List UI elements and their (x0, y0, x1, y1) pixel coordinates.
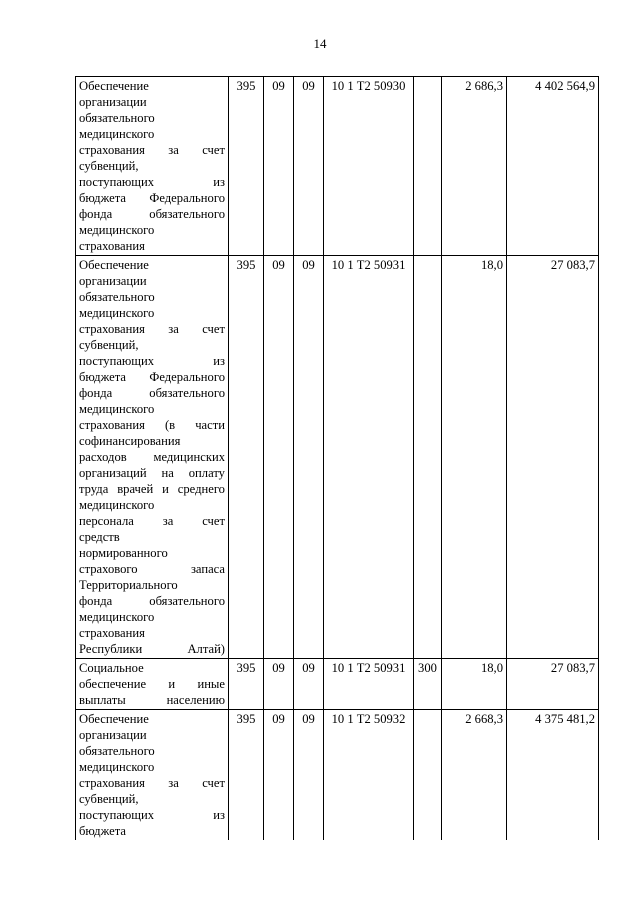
table-row (76, 256, 599, 659)
item-name-line: труда врачей и среднего (79, 482, 225, 496)
item-name-line: нормированного (79, 546, 168, 560)
target-article-cell: 10 1 Т2 50930 (324, 77, 414, 256)
amount-1-cell: 2 668,3 (442, 710, 507, 841)
amount-2-cell: 4 402 564,9 (507, 77, 599, 256)
department-code-cell: 395 (229, 77, 264, 256)
table-row (76, 659, 599, 710)
item-name-cell (76, 77, 229, 256)
item-name-line: страхования за счет (79, 322, 225, 336)
subsection-cell: 09 (294, 256, 324, 659)
item-name-line: страхования за счет (79, 776, 225, 790)
item-name-line: медицинского (79, 127, 155, 141)
expense-type-cell (414, 256, 442, 659)
item-name-line: бюджета (79, 824, 126, 838)
item-name-line: организации (79, 95, 147, 109)
expense-type-cell: 300 (414, 659, 442, 710)
item-name-line: обязательного (79, 744, 155, 758)
item-name-line: обязательного (79, 290, 155, 304)
department-code-cell: 395 (229, 710, 264, 841)
item-name-line: обязательного (79, 111, 155, 125)
amount-1-cell: 18,0 (442, 256, 507, 659)
item-name-line: фонда обязательного (79, 207, 225, 221)
item-name-line: медицинского (79, 402, 155, 416)
item-name-line: организации (79, 274, 147, 288)
item-name-line: поступающих из (79, 808, 225, 822)
item-name-line: субвенций, (79, 159, 139, 173)
item-name-line: выплаты населению (79, 693, 225, 707)
item-name-line: страхования (79, 239, 145, 253)
item-name-line: фонда обязательного (79, 386, 225, 400)
item-name-line: бюджета Федерального (79, 370, 225, 384)
section-cell: 09 (264, 77, 294, 256)
item-name-line: софинансирования (79, 434, 181, 448)
target-article-cell: 10 1 Т2 50931 (324, 256, 414, 659)
subsection-cell: 09 (294, 77, 324, 256)
expense-type-cell (414, 77, 442, 256)
amount-2-cell: 27 083,7 (507, 659, 599, 710)
target-article-cell: 10 1 Т2 50931 (324, 659, 414, 710)
item-name-line: Социальное (79, 661, 144, 675)
amount-1-cell: 18,0 (442, 659, 507, 710)
item-name-line: бюджета Федерального (79, 191, 225, 205)
amount-1-cell: 2 686,3 (442, 77, 507, 256)
budget-table (75, 76, 599, 840)
department-code-cell: 395 (229, 659, 264, 710)
item-name-line: поступающих из (79, 175, 225, 189)
item-name-line: средств (79, 530, 120, 544)
table-row (76, 710, 599, 841)
section-cell: 09 (264, 659, 294, 710)
table-row (76, 77, 599, 256)
item-name-line: медицинского (79, 760, 155, 774)
item-name-line: Обеспечение (79, 258, 149, 272)
item-name-line: Республики Алтай) (79, 642, 225, 656)
item-name-line: Обеспечение (79, 79, 149, 93)
item-name-line: поступающих из (79, 354, 225, 368)
item-name-line: расходов медицинских (79, 450, 225, 464)
item-name-line: обеспечение и иные (79, 677, 225, 691)
amount-2-cell: 4 375 481,2 (507, 710, 599, 841)
item-name-line: фонда обязательного (79, 594, 225, 608)
item-name-line: страхования (79, 626, 145, 640)
subsection-cell: 09 (294, 659, 324, 710)
item-name-line: субвенций, (79, 792, 139, 806)
item-name-cell (76, 659, 229, 710)
department-code-cell: 395 (229, 256, 264, 659)
item-name-line: персонала за счет (79, 514, 225, 528)
item-name-line: медицинского (79, 223, 155, 237)
target-article-cell: 10 1 Т2 50932 (324, 710, 414, 841)
item-name-line: организации (79, 728, 147, 742)
item-name-line: субвенций, (79, 338, 139, 352)
item-name-line: медицинского (79, 610, 155, 624)
item-name-line: страхового запаса (79, 562, 225, 576)
item-name-line: страхования (в части (79, 418, 225, 432)
item-name-line: медицинского (79, 498, 155, 512)
section-cell: 09 (264, 710, 294, 841)
item-name-line: медицинского (79, 306, 155, 320)
expense-type-cell (414, 710, 442, 841)
item-name-cell (76, 710, 229, 841)
section-cell: 09 (264, 256, 294, 659)
item-name-line: страхования за счет (79, 143, 225, 157)
item-name-line: организаций на оплату (79, 466, 225, 480)
page-number: 14 (313, 36, 327, 51)
item-name-line: Обеспечение (79, 712, 149, 726)
item-name-cell (76, 256, 229, 659)
amount-2-cell: 27 083,7 (507, 256, 599, 659)
item-name-line: Территориального (79, 578, 178, 592)
subsection-cell: 09 (294, 710, 324, 841)
